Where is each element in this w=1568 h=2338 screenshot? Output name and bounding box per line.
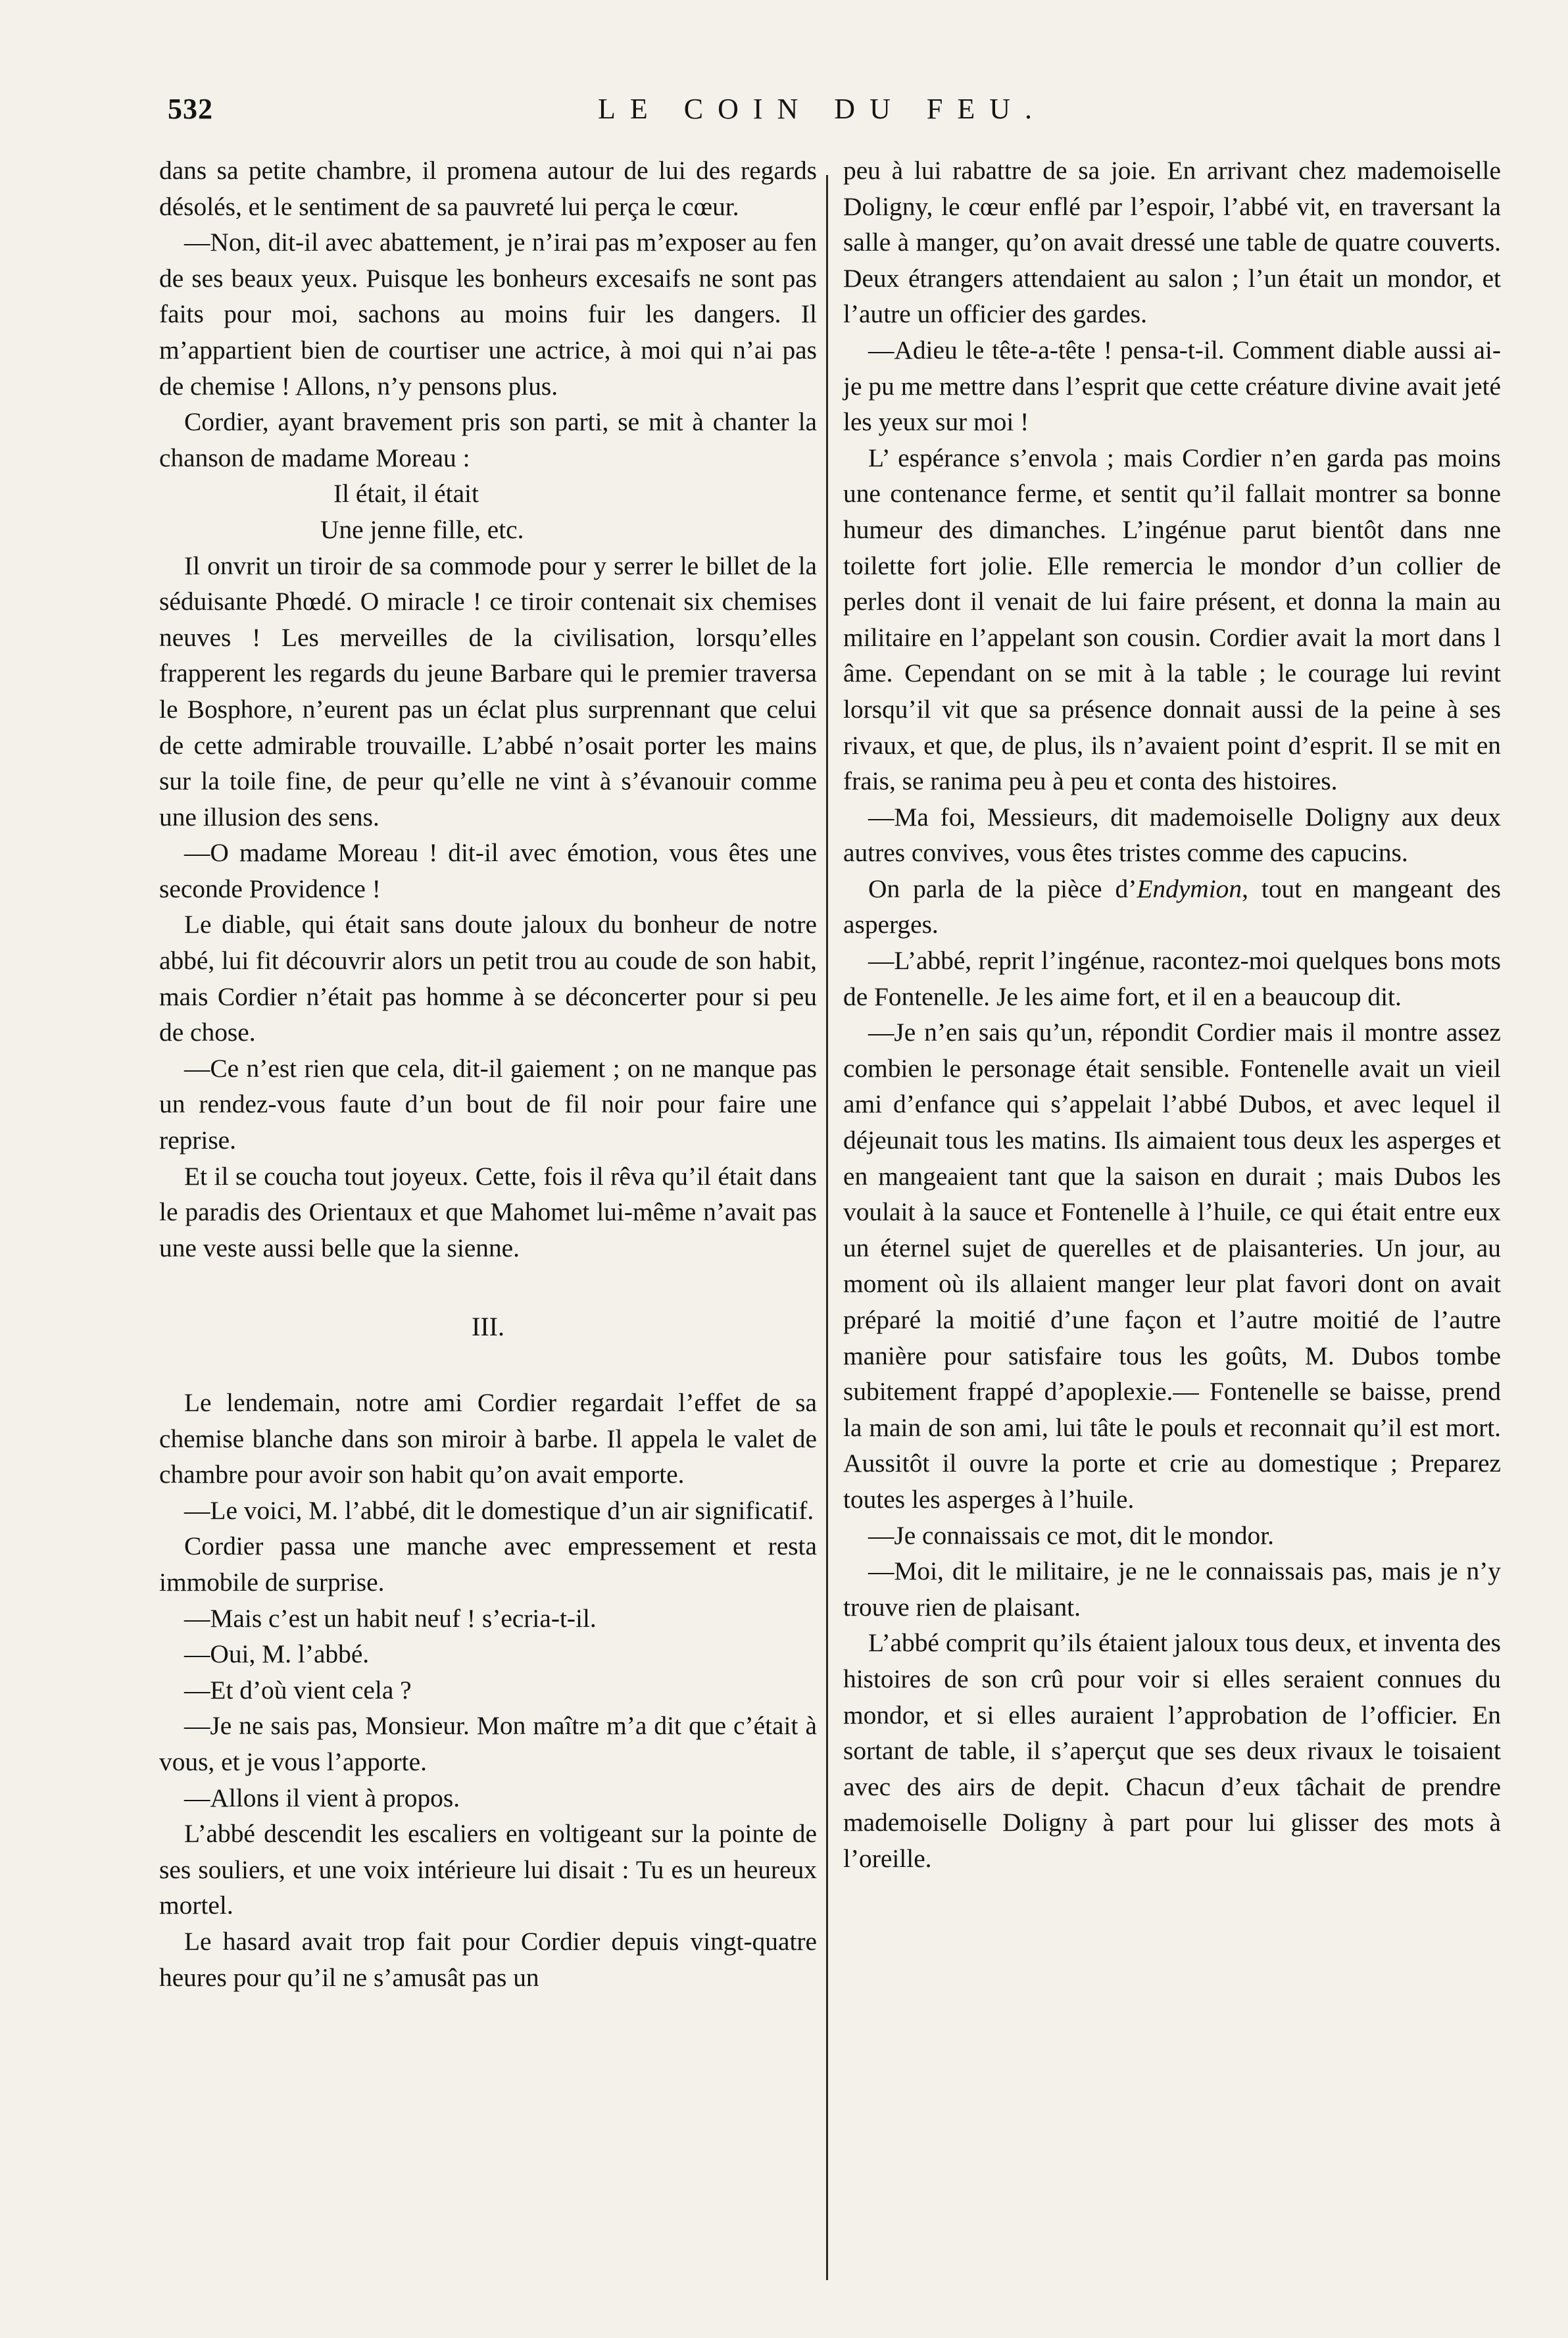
paragraph: dans sa petite chambre, il promena autour de lui des regards désolés, et le sentiment de sa pauvreté lui perça le cœur.: [159, 156, 817, 221]
paragraph: L’abbé descendit les escaliers en voltigeant sur la pointe de ses souliers, et une voix intérieure lui disait : Tu es un heureux mortel.: [159, 1819, 817, 1920]
paragraph: —Je ne sais pas, Monsieur. Mon maître m’a dit que c’était à vous, et je vous l’apporte.: [159, 1711, 817, 1776]
paragraph: Le lendemain, notre ami Cordier regardait l’effet de sa chemise blanche dans son miroir à barbe. Il appela le valet de chambre pour avoir son habit qu’on avait emporte.: [159, 1388, 817, 1489]
paragraph: —Et d’où vient cela ?: [184, 1675, 412, 1704]
paragraph: Il onvrit un tiroir de sa commode pour y serrer le billet de la séduisante Phœdé. O miracle ! ce tiroir contenait six chemises neuves ! Les merveilles de la civilisation, lorsqu’elles frapperent les regards du jeune Barbare qui le premier traversa le Bosphore, n’eurent pas un éclat plus surprennant que celui de cette admirable trouvaille. L’abbé n’osait porter les mains sur la toile fine, de peur qu’elle ne vint à s’évanouir comme une illusion des sens.: [159, 551, 817, 832]
paragraph: —Je n’en sais qu’un, répondit Cordier mais il montre assez combien le personage était sensible. Fontenelle avait un vieil ami d’enfance qui s’appelait l’abbé Dubos, et avec lequel il déjeunait tous les matins. Ils aimaient tous deux les asperges et en mangeaient tant que la saison en durait ; mais Dubos les voulait à la sauce et Fontenelle à l’huile, ce qui était entre eux un éternel sujet de querelles et de plaisanteries. Un jour, au moment où ils allaient manger leur plat favori dont on avait préparé la moitié d’une façon et l’autre moitié de l’autre manière pour satisfaire tous les goûts, M. Dubos tombe subitement frappé d’apoplexie.— Fontenelle se baisse, prend la main de son ami, lui tâte le pouls et reconnait qu’il est mort. Aussitôt il ouvre la porte et crie au domestique ; Preparez toutes les asperges à l’huile.: [843, 1018, 1501, 1514]
verse-line: Il était, il était: [333, 479, 479, 509]
page-number: 532: [168, 93, 213, 125]
paragraph: —L’abbé, reprit l’ingénue, racontez-moi quelques bons mots de Fontenelle. Je les aime fort, et il en a beaucoup dit.: [843, 946, 1501, 1011]
play-title: Endymion: [1137, 874, 1242, 903]
section-heading: III.: [472, 1312, 504, 1342]
paragraph: —Ce n’est rien que cela, dit-il gaiement ; on ne manque pas un rendez-vous faute d’un bout de fil noir pour faire une reprise.: [159, 1053, 817, 1155]
verse-line: Une jenne fille, etc.: [320, 514, 524, 544]
paragraph: —Le voici, M. l’abbé, dit le domestique d’un air significatif.: [184, 1495, 814, 1525]
paragraph: —O madame Moreau ! dit-il avec émotion, vous êtes une seconde Providence !: [159, 838, 817, 903]
paragraph: —Oui, M. l’abbé.: [184, 1639, 370, 1669]
left-column: [159, 153, 817, 1995]
paragraph: —Non, dit-il avec abattement, je n’irai pas m’exposer au fen de ses beaux yeux. Puisque les bonheurs excesaifs ne sont pas faits pour moi, sachons au moins fuir les dangers. Il m’appartient bien de courtiser une actrice, à moi qui n’ai pas de chemise ! Allons, n’y pensons plus.: [159, 228, 817, 401]
paragraph: —Adieu le tête-a-tête ! pensa-t-il. Comment diable aussi ai-je pu me mettre dans l’esprit que cette créature divine avait jeté les yeux sur moi !: [843, 335, 1501, 437]
paragraph: Le hasard avait trop fait pour Cordier depuis vingt-quatre heures pour qu’il ne s’amusât pas un: [159, 1926, 817, 1992]
paragraph: [843, 871, 1501, 943]
paragraph: —Je connaissais ce mot, dit le mondor.: [868, 1520, 1275, 1550]
paragraph: Cordier, ayant bravement pris son parti, se mit à chanter la chanson de madame Moreau :: [159, 407, 817, 472]
paragraph: L’ espérance s’envola ; mais Cordier n’en garda pas moins une contenance ferme, et sentit qu’il fallait montrer sa bonne humeur des dimanches. L’ingénue parut bientôt dans nne toilette fort jolie. Elle remercia le mondor d’un collier de perles dont il venait de lui faire présent, et donna la main au militaire en l’appelant son cousin. Cordier avait la mort dans l âme. Cependant on se mit à la table ; le courage lui revint lorsqu’il vit que sa présence donnait aussi de la peine à ses rivaux, et que, de plus, ils n’avaient point d’esprit. Il se mit en frais, se ranima peu à peu et conta des histoires.: [843, 443, 1501, 796]
song-verse: [159, 476, 817, 547]
paragraph: Et il se coucha tout joyeux. Cette, fois il rêva qu’il était dans le paradis des Orientaux et que Mahomet lui-même n’avait pas une veste aussi belle que la sienne.: [159, 1161, 817, 1262]
page-header: [168, 92, 1477, 145]
paragraph: —Mais c’est un habit neuf ! s’ecria-t-il.: [184, 1603, 597, 1633]
paragraph: —Ma foi, Messieurs, dit mademoiselle Doligny aux deux autres convives, vous êtes tristes comme des capucins.: [843, 802, 1501, 868]
paragraph: —Allons il vient à propos.: [184, 1783, 460, 1812]
paragraph: Cordier passa une manche avec empressement et resta immobile de surprise.: [159, 1531, 817, 1597]
right-column: [843, 153, 1501, 1877]
column-divider: [826, 175, 828, 2280]
text-run: , tout en mangeant des asperges.: [843, 874, 1501, 939]
paragraph: L’abbé comprit qu’ils étaient jaloux tous deux, et inventa des histoires de son crû pour voir si elles seraient connues du mondor, et si elles auraient l’approbation de l’officier. En sortant de table, il s’aperçut que ses deux rivaux le toisaient avec des airs de depit. Chacun d’eux tâchait de prendre mademoiselle Doligny à part pour lui glisser des mots à l’oreille.: [843, 1628, 1501, 1873]
paragraph: Le diable, qui était sans doute jaloux du bonheur de notre abbé, lui fit découvrir alors un petit trou au coude de son habit, mais Cordier n’était pas homme à se déconcerter pour si peu de chose.: [159, 910, 817, 1047]
paragraph: —Moi, dit le militaire, je ne le connaissais pas, mais je n’y trouve rien de plaisant.: [843, 1556, 1501, 1622]
paragraph: peu à lui rabattre de sa joie. En arrivant chez mademoiselle Doligny, le cœur enflé par l’espoir, l’abbé vit, en traversant la salle à manger, qu’on avait dressé une table de quatre couverts. Deux étrangers attendaient au salon ; l’un était un mondor, et l’autre un officier des gardes.: [843, 156, 1501, 329]
running-title: LE COIN DU FEU.: [598, 93, 1046, 125]
text-run: On parla de la pièce d’: [868, 874, 1137, 903]
